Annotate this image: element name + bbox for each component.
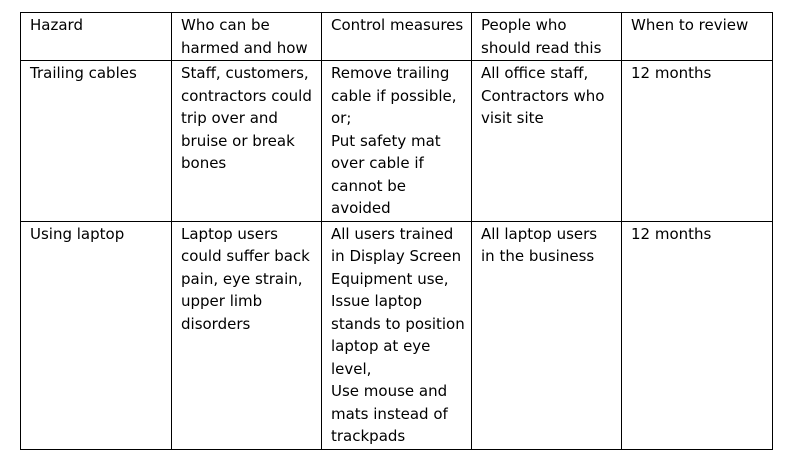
- cell-control-measures: All users trained in Display Screen Equipment use, Issue laptop stands to position laptop at eye level, Use mouse and mats instead of trackpads: [322, 221, 472, 449]
- header-row: [21, 13, 773, 61]
- cell-people: All office staff, Contractors who visit site: [472, 61, 622, 222]
- header-control-measures: Control measures: [322, 13, 472, 61]
- cell-who-harmed: Laptop users could suffer back pain, eye strain, upper limb disorders: [172, 221, 322, 449]
- header-hazard: Hazard: [21, 13, 172, 61]
- cell-control-measures: Remove trailing cable if possible, or; Put safety mat over cable if cannot be avoided: [322, 61, 472, 222]
- cell-review: 12 months: [622, 221, 773, 449]
- table-header: [21, 13, 773, 61]
- cell-who-harmed: Staff, customers, contractors could trip over and bruise or break bones: [172, 61, 322, 222]
- cell-people: All laptop users in the business: [472, 221, 622, 449]
- risk-assessment-table: [20, 12, 773, 450]
- cell-hazard: Trailing cables: [21, 61, 172, 222]
- cell-review: 12 months: [622, 61, 773, 222]
- table-row: [21, 221, 773, 449]
- table-row: [21, 61, 773, 222]
- table-body: [21, 61, 773, 450]
- cell-hazard: Using laptop: [21, 221, 172, 449]
- header-review: When to review: [622, 13, 773, 61]
- header-people: People who should read this: [472, 13, 622, 61]
- header-who-harmed: Who can be harmed and how: [172, 13, 322, 61]
